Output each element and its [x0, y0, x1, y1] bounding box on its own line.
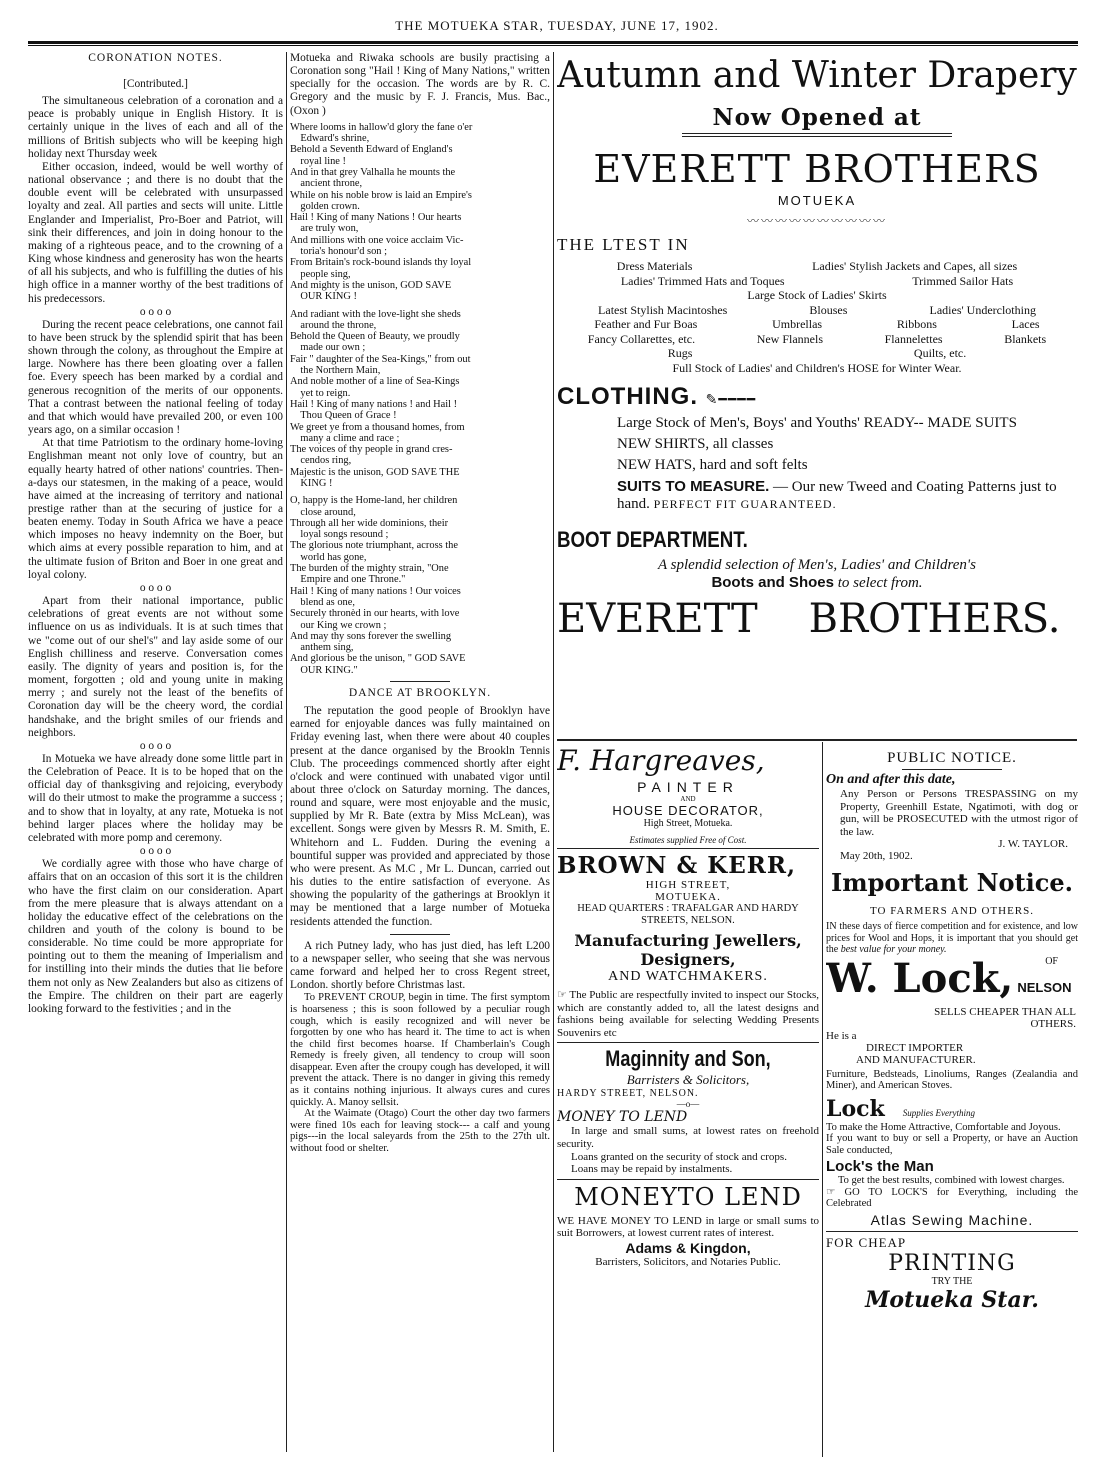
small-ads-column: [557, 742, 819, 1462]
hargreaves-trade2: HOUSE DECORATOR,: [612, 803, 764, 818]
coronation-notes-column: [28, 52, 283, 1462]
lock-text: To make the Home Attractive, Comfortable and Joyous.: [826, 1121, 1061, 1133]
he-is: He is a: [826, 1029, 857, 1042]
money-to-lend: MONEY TO LEND: [557, 1109, 688, 1126]
poem-stanza: [290, 309, 550, 490]
poem-line: royal line !: [290, 155, 346, 167]
item-row: [557, 288, 1077, 303]
poem-line: And noble mother of a line of Sea-Kings: [290, 376, 460, 388]
lock-name: W. Lock,: [826, 954, 1014, 1002]
suits-text: — Our new Tweed and Coating Patterns just to hand.: [617, 479, 1057, 512]
item-row: [557, 259, 1077, 274]
divider: [902, 769, 1002, 770]
item: Feather and Fur Boas: [594, 317, 698, 331]
article-title: CORONATION NOTES.: [88, 52, 223, 64]
ad-headline: Autumn and Winter Drapery: [557, 55, 1077, 96]
select-from: to select from.: [837, 575, 923, 591]
separator: o o o o: [139, 739, 172, 752]
try-the: TRY THE: [931, 1275, 973, 1287]
poem-line: close around,: [290, 506, 356, 518]
poem-line: around the throne,: [290, 319, 377, 331]
item-row: [557, 274, 1077, 289]
divider: [682, 133, 952, 137]
poem-line: The voices of thy people in grand cres-: [290, 444, 453, 456]
item: Large Stock of Ladies' Skirts: [747, 288, 887, 302]
boots-shoes: Boots and Shoes: [711, 574, 834, 591]
poem-stanza: [290, 122, 550, 303]
article-title: DANCE AT BROOKLYN.: [348, 687, 492, 700]
motueka-star: Motueka Star.: [865, 1286, 1039, 1313]
item: Rugs: [667, 346, 693, 360]
masthead-rule-thin: [28, 45, 1078, 46]
perfect-fit: PERFECT FIT GUARANTEED.: [653, 497, 837, 511]
watchmakers: AND WATCHMAKERS.: [608, 969, 768, 984]
furniture: Furniture, Bedsteads, Linoliums, Ranges (Zealandia and Miner), and American Stoves.: [826, 1068, 1078, 1092]
poem-line: Majestic is the unison, GOD SAVE THE: [290, 466, 460, 478]
poem-line: blend as one,: [290, 596, 355, 608]
poem-line: cendos ring,: [290, 455, 352, 467]
item-row: [557, 346, 1077, 361]
poem-line: yet to reign.: [290, 387, 351, 399]
adams-title: MONEYTO LEND: [574, 1182, 802, 1211]
item: Full Stock of Ladies' and Children's HOSE for Winter Wear.: [672, 360, 962, 375]
town: MOTUEKA: [777, 193, 857, 208]
paragraph: At that time Patriotism to the ordinary home-loving Englishman meant not only love of country, but an equally hearty hatred of other nations' countries. Then-a-days our statesmen, in the making of a peace, would have aimed at the increasing of territory and national prestige rather than at the securing of justice for a beaten enemy. Today in South Africa we have a peace which imposes no heavy indemnity on the Boer, but which aims at every possible reparation to him, and at the ultimate fusion of Briton and Boer in one great and loyal colony.: [28, 437, 283, 581]
item-row: [557, 361, 1077, 376]
poem-line: Securely thronèd in our hearts, with love: [290, 608, 460, 620]
atlas-sewing: Atlas Sewing Machine.: [870, 1211, 1034, 1228]
clothing-heading: [557, 383, 1077, 411]
paragraph: At the Waimate (Otago) Court the other day two farmers were fined 10s each for leaving stock--- a calf and young pigs---in the local saleyards from the 25th to the 27th ult. without food or shelter.: [290, 1108, 550, 1155]
poem-line: Hail ! King of many nations ! and Hail !: [290, 398, 458, 410]
hargreaves-name: F. Hargreaves,: [557, 744, 765, 777]
separator: o o o o: [139, 845, 172, 858]
maginnity-address: HARDY STREET, NELSON.: [557, 1088, 699, 1100]
paragraph: Either occasion, indeed, would be well worthy of national observance ; and there is no doubt that the double event will be celebrated with unsurpassed loyalty and zeal. All parties and sects will unite. Little Englander and Imperialist, Pro-Boer and Patriot, will sink their differences, and join in doing honour to the making of a righteous peace, and to the crowning of a King whose kindness and generosity has won the hearts of all his subjects, and who is fulfilling the duties of his high office in a manner worthy of the best traditions of his predecessors.: [28, 160, 283, 305]
poem-line: While on his noble brow is laid an Empire's: [290, 189, 472, 201]
store-name: EVERETT BROTHERS: [593, 147, 1041, 191]
masthead-rule: [28, 41, 1078, 44]
poem-line: And millions with one voice acclaim Vic-: [290, 234, 464, 246]
lock-intro-italic: best value for your money.: [840, 944, 947, 956]
poem-line: And in that grey Valhalla he mounts the: [290, 166, 456, 178]
boot-heading: BOOT DEPARTMENT.: [557, 527, 748, 552]
coronation-song-column: [290, 52, 550, 1462]
poem-line: The glorious note triumphant, across the: [290, 540, 458, 552]
lock-go-text: GO TO LOCK'S for Everything, including the Celebrated: [826, 1186, 1078, 1210]
divider: [390, 681, 450, 682]
notice-signature: J. W. TAYLOR.: [998, 838, 1068, 851]
lock-text: [826, 1187, 1078, 1210]
poem-line: We greet ye from a thousand homes, from: [290, 421, 465, 433]
poem-line: Behold the Queen of Beauty, we proudly: [290, 331, 460, 343]
brown-text-body: The Public are respectfully invited to inspect our Stocks, which are constantly added to, all the latest designs and fashions being available for selecting Wedding Presents Souvenirs etc: [557, 989, 819, 1039]
poem-line: KING !: [290, 477, 333, 489]
poem-line: Thou Queen of Grace !: [290, 410, 397, 422]
poem-line: The burden of the mighty strain, "One: [290, 563, 449, 575]
lock-supplies: [826, 1096, 1078, 1122]
poem-line: made our own ;: [290, 342, 366, 354]
clothing-item: [617, 478, 1077, 513]
item: Flannelettes: [884, 331, 943, 346]
masthead: THE MOTUEKA STAR, TUESDAY, JUNE 17, 1902.: [395, 18, 719, 33]
to-farmers: TO FARMERS AND OTHERS.: [869, 905, 1034, 918]
notice-sub: On and after this date,: [826, 772, 956, 787]
brown-kerr-name: BROWN & KERR,: [557, 852, 796, 879]
lock-nelson: NELSON: [1017, 979, 1072, 995]
contributed-label: [Contributed.]: [123, 78, 188, 90]
notices-column: [826, 742, 1078, 1462]
divider: [557, 739, 1077, 741]
paragraph: Motueka and Riwaka schools are busily practising a Coronation song "Hail ! King of Many Nations," written specially for the occasion. The words are by R. C. Gregory and the music by F. J. Francis, Mus. Bac., (Oxon ): [290, 52, 550, 117]
poem-line: Edward's shrine,: [290, 133, 370, 145]
item: Fancy Collarettes, etc.: [587, 331, 696, 346]
poem-line: toria's honour'd son ;: [290, 246, 387, 258]
boot-text-2: [557, 574, 1077, 592]
item-row: [557, 303, 1077, 318]
poem-line: the Northern Main,: [290, 365, 381, 377]
divider: [557, 1179, 819, 1180]
poem-line: Fair " daughter of the Sea-Kings," from out: [290, 353, 471, 365]
poem-line: our King we crown ;: [290, 619, 387, 631]
poem-line: Empire and one Throne.": [290, 574, 406, 586]
item: Blouses: [809, 302, 848, 317]
paragraph: In Motueka we have already done some little part in the Celebration of Peace. It is to be hoped that on the official day of thanksgiving and rejoicing, everybody will do their utmost to make the programme a success ; and to show that in loyalty, at any rate, Motueka is not behind larger places where the holiday may be celebrated with more pomp and ceremony.: [28, 752, 283, 844]
notice-text: Any Person or Persons TRESPASSING on my Property, Greenhill Estate, Ngatimoti, with dog or gun, will be PROSECUTED with the utmost rigor of the law.: [840, 788, 1078, 838]
lock-intro: [826, 921, 1078, 955]
divider: [826, 1231, 1078, 1232]
item: New Flannels: [756, 331, 824, 346]
notice-title: PUBLIC NOTICE.: [887, 750, 1017, 766]
poem-line: anthem sing,: [290, 642, 354, 654]
supplies-everything: Supplies Everything: [902, 1107, 976, 1118]
pen-icon: ✎━━━━: [705, 391, 757, 407]
lock-text: If you want to buy or sell a Property, or have an Auction Sale conducted,: [826, 1133, 1078, 1156]
maginnity-sub: Barristers & Solicitors,: [626, 1072, 750, 1088]
item-row: [557, 332, 1077, 347]
item: Umbrellas: [772, 317, 823, 331]
poem-line: people sing,: [290, 268, 351, 280]
lock-header: [826, 954, 1078, 1006]
lock-intro-text: IN these days of fierce competition and for existence, and low prices for Wool and Hops, it is important that you should get the: [826, 921, 1078, 956]
paragraph: During the recent peace celebrations, one cannot fail to have been struck by the splendid spirit that has been shown through the colony, as throughout the Empire at large. Nowhere has there been gloating over a fallen foe. Every speech has been marked by a cordial and generous recognition of the merits of our opponents. That a contrast between the national feeling of today and that which would have prevailed 200, or even 100 years ago, on a similar occasion !: [28, 318, 283, 437]
poem-line: OUR KING !: [290, 291, 357, 303]
divider: [390, 934, 450, 935]
item: Ribbons: [896, 317, 937, 331]
separator: o o o o: [139, 581, 172, 594]
hargreaves-trade: PAINTER: [637, 779, 739, 795]
clothing-item: Large Stock of Men's, Boys' and Youths' READY-- MADE SUITS: [617, 415, 1017, 431]
item-list: [557, 259, 1077, 375]
adams-sub: Barristers, Solicitors, and Notaries Public.: [595, 1255, 781, 1268]
jewellers: Manufacturing Jewellers,: [574, 931, 802, 950]
hand-icon: ☞: [557, 989, 570, 1001]
clothing-list: [617, 415, 1077, 513]
hargreaves-address: High Street, Motueka.: [643, 818, 733, 829]
poem-line: Where looms in hallow'd glory the fane o'er: [290, 121, 473, 133]
poem-line: world has gone,: [290, 551, 367, 563]
item: Quilts, etc.: [913, 346, 967, 360]
clothing-label: CLOTHING.: [557, 383, 698, 410]
brown-address: HIGH STREET,: [645, 879, 731, 891]
of-label: OF: [1045, 955, 1058, 967]
item: Dress Materials: [616, 259, 693, 273]
paragraph: The simultaneous celebration of a coronation and a peace is probably unique in English History. It is certainly unique in the lives of each and all of the millions of British subjects who will be keeping high holiday next Thursday week: [28, 95, 283, 160]
paragraph: The reputation the good people of Brooklyn have earned for enjoyable dances was fully maintained on Friday evening last, when there were about 40 couples present at the dance organised by the Brookln Tennis Club. The proceedings commenced shortly after eight o'clock and were continued with unabated vigor until about three o'clock on Saturday morning. The dances, round and square, were most enjoyable and the music, supplied by Mr R. Bate (extra by Miss McLean), was excellent. Songs were given by Messrs R. M. Smith, E. Whitehorn and L. Fudden. During the evening a bountiful supper was provided and appreciated by those who were present. As M.C , Mr L. Duncan, carried out his duties to the entire satisfaction of everyone. As showing the popularity of the gatherings at Brooklyn it may be mentioned that a large number of Motueka residents attended the function.: [290, 705, 550, 928]
item: Ladies' Trimmed Hats and Toques: [620, 273, 785, 288]
important-notice: Important Notice.: [831, 868, 1073, 898]
poem-line: Behold a Seventh Edward of England's: [290, 144, 453, 156]
brown-town: MOTUEKA.: [655, 891, 721, 903]
poem-line: loyal songs resound ;: [290, 529, 389, 541]
ornament: 〰〰〰〰〰〰〰〰〰〰: [746, 214, 887, 228]
divider: [557, 848, 819, 849]
item-row: [557, 317, 1077, 332]
brown-text: [557, 989, 819, 1039]
poem-line: From Britain's rock-bound islands thy loyal: [290, 257, 472, 269]
maginnity-name: Maginnity and Son,: [605, 1046, 771, 1072]
brown-hq: HEAD QUARTERS : TRAFALGAR AND HARDY STREETS, NELSON.: [577, 903, 799, 926]
lock-logo: Lock: [826, 1095, 885, 1122]
item: Ladies' Stylish Jackets and Capes, all sizes: [812, 259, 1018, 273]
divider: [557, 1042, 819, 1043]
footer-name: EVERETT BROTHERS.: [557, 596, 1061, 642]
poem-line: many a clime and race ;: [290, 432, 400, 444]
adams-text: WE HAVE MONEY TO LEND in large or small sums to suit Borrowers, at lowest current rates of interest.: [557, 1214, 819, 1240]
now-opened: Now Opened at: [712, 104, 922, 131]
lock-text: To get the best results, combined with lowest charges.: [838, 1175, 1065, 1187]
latest-heading: THE LTEST IN: [557, 235, 690, 254]
poem-line: And radiant with the love-light she sheds: [290, 308, 461, 320]
paragraph: To PREVENT CROUP, begin in time. The first symptom is hoarseness ; this is soon followed by a peculiar rough cough, which is easily recognized and will never be forgotten by one who has heard it. The time to act is when the child first becomes hoarse. If Chamberlain's Cough Remedy is freely given, all tendency to croup will soon disappear. Even after the croupy cough has developed, it will prevent the attack. There is no danger in giving this remedy as it contains nothing injurious. It always cures and cures quickly. A. Manoy sellsit.: [290, 992, 550, 1108]
poem-line: Hail ! King of many nations ! Our voices: [290, 585, 461, 597]
maginnity-text: Loans may be repaid by instalments.: [571, 1163, 733, 1176]
poem-stanza: [290, 495, 550, 676]
poem-line: golden crown.: [290, 200, 360, 212]
maginnity-text: Loans granted on the security of stock and crops.: [571, 1150, 787, 1163]
column-divider: [286, 52, 287, 1452]
hand-icon: ☞: [826, 1186, 845, 1198]
item: Latest Stylish Macintoshes: [598, 302, 728, 317]
item: Trimmed Sailor Hats: [912, 273, 1014, 288]
item: Ladies' Underclothing: [929, 302, 1036, 317]
item: Laces: [1011, 317, 1040, 331]
poem-line: ancient throne,: [290, 178, 363, 190]
poem-line: O, happy is the Home-land, her children: [290, 495, 458, 507]
paragraph: A rich Putney lady, who has just died, has left L200 to a newspaper seller, who seeing that she was nervous came forward and helped her to cross Regent street, London. shortly before Christmas last.: [290, 939, 550, 992]
poem-line: Hail ! King of many Nations ! Our hearts: [290, 212, 462, 224]
everett-brothers-ad: [557, 52, 1077, 742]
locks-the-man: Lock's the Man: [826, 1158, 934, 1176]
separator: o o o o: [139, 305, 172, 318]
suits-label: SUITS TO MEASURE.: [617, 478, 770, 495]
sells-cheaper: SELLS CHEAPER THAN ALL OTHERS.: [934, 1005, 1076, 1030]
estimates: Estimates supplied Free of Cost.: [629, 835, 747, 845]
poem-line: are truly won,: [290, 223, 359, 235]
clothing-item: NEW HATS, hard and soft felts: [617, 457, 808, 473]
poem-line: OUR KING.": [290, 664, 358, 676]
paragraph: Apart from their national importance, public celebrations of great events are not without some influence on us as individuals. It is at such times that we "come out of our shel's" and lay aside some of our English chilliness and reserve. Conversation comes easily. The dignity of years and position is, for the moment, forgotten ; old and young unite in making merry ; and surely not the least of the benefits of Coronation day will be the cheery word, the cordial handshake, and the bright smiles of our friends and neighbors.: [28, 595, 283, 739]
printing: PRINTING: [888, 1250, 1016, 1276]
and-label: AND: [680, 795, 696, 803]
notice-date: May 20th, 1902.: [840, 850, 913, 863]
poem-line: Through all her wide dominions, their: [290, 517, 449, 529]
direct-importer: DIRECT IMPORTER: [866, 1041, 964, 1054]
poem-line: And may thy sons forever the swelling: [290, 630, 452, 642]
column-divider: [822, 742, 823, 1457]
maginnity-text: In large and small sums, at lowest rates on freehold security.: [557, 1125, 819, 1150]
item: Blankets: [1004, 331, 1047, 346]
adams-name: Adams & Kingdon,: [625, 1239, 751, 1256]
for-cheap: FOR CHEAP: [826, 1234, 907, 1250]
poem-line: And mighty is the unison, GOD SAVE: [290, 279, 452, 291]
boot-text: A splendid selection of Men's, Ladies' and Children's: [658, 557, 976, 573]
separator: —o—: [676, 1099, 700, 1110]
clothing-item: NEW SHIRTS, all classes: [617, 436, 774, 452]
poem-line: And glorious be the unison, " GOD SAVE: [290, 653, 466, 665]
manufacturer: AND MANUFACTURER.: [856, 1053, 976, 1066]
designers: Designers,: [640, 950, 736, 969]
paragraph: We cordially agree with those who have charge of affairs that on an occasion of this sort it is the children who have the first claim on our consideration. Apart from the mere pleasure that is always attendant on a holiday the educative effect of the celebrations on the children and youth of the colony is bound to be considerable. No time could be more appropriate for pointing out to them the meaning of Imperialism and for instilling into their minds the duties that lie before them not only as New Zealanders but also as citizens of the Empire. The children on their part are eagerly looking forward to the festivities ; and in the: [28, 858, 283, 1015]
column-divider: [553, 52, 554, 1452]
